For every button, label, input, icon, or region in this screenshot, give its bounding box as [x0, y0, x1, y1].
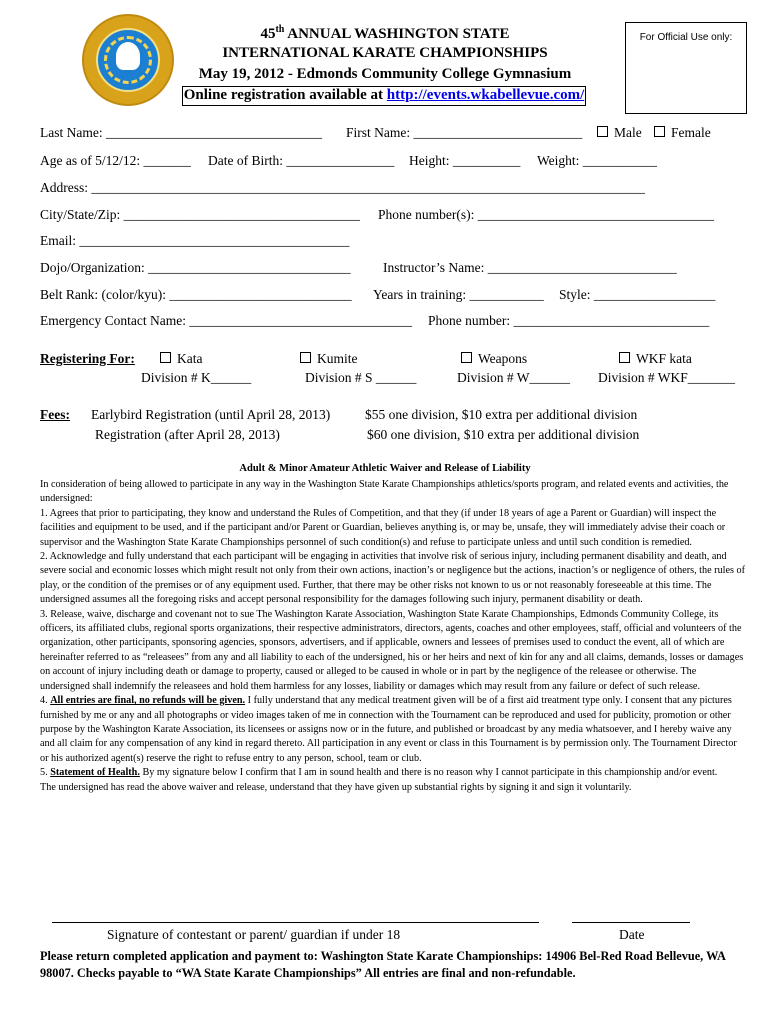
waiver-clause-5 [40, 766, 745, 780]
online-registration-text: Online registration available at [183, 87, 387, 103]
waiver-title: Adult & Minor Amateur Athletic Waiver and Release of Liability [239, 463, 531, 474]
waiver-intro: In consideration of being allowed to participate in any way in the Washington State Karate Championships athletics/sports program, and related events and activities, the undersigned: [40, 479, 729, 505]
phone-numbers-field[interactable]: Phone number(s): ___________________________________ [378, 207, 714, 222]
earlybird-price: $55 one division, $10 extra per additional division [365, 407, 638, 422]
title-number: 45 [260, 26, 276, 42]
female-label: Female [671, 125, 711, 140]
kata-checkbox[interactable] [160, 352, 171, 363]
official-use-box [625, 22, 747, 114]
signature-label: Signature of contestant or parent/ guardian if under 18 [107, 927, 401, 942]
clause-4-number: 4. [40, 695, 51, 707]
online-registration-box [182, 86, 586, 106]
title-line-2: INTERNATIONAL KARATE CHAMPIONSHIPS [222, 45, 548, 61]
regular-price: $60 one division, $10 extra per additional division [367, 427, 640, 442]
registering-for-label: Registering For: [40, 351, 135, 366]
weapons-label: Weapons [478, 351, 528, 366]
title-ordinal: th [275, 24, 285, 35]
date-line[interactable] [572, 922, 690, 923]
kumite-label: Kumite [317, 351, 358, 366]
emergency-phone-field[interactable]: Phone number: _____________________________ [428, 313, 710, 328]
kata-option[interactable] [160, 351, 202, 367]
age-field[interactable]: Age as of 5/12/12: _______ [40, 153, 191, 168]
signature-line[interactable] [52, 922, 539, 923]
height-field[interactable]: Height: __________ [409, 153, 521, 168]
kata-label: Kata [177, 351, 203, 366]
weight-field[interactable]: Weight: ___________ [537, 153, 658, 168]
date-label: Date [619, 927, 645, 942]
weapons-division-field[interactable]: Division # W______ [457, 370, 571, 385]
dojo-field[interactable]: Dojo/Organization: ______________________________ [40, 260, 351, 275]
waiver-clause-1: 1. Agrees that prior to participating, they know and understand the Rules of Competition, and that they (if under 18 years of age a Parent or Guardian) will inspect the facilities and equipment to be used, and if the participant and/or Parent or Guardian, believes anything is, or may be, unsafe, they will immediately advise their coach or supervisor and the Washington State Karate Championships personnel of such condition(s) and refuse to participate unless and until such condition is remedied. [40, 507, 726, 548]
dob-field[interactable]: Date of Birth: ________________ [208, 153, 395, 168]
waiver-closing: The undersigned has read the above waiver and release, understand that they have given up substantial rights by signing it and sign it voluntarily. [40, 781, 632, 793]
registration-link[interactable]: http://events.wkabellevue.com/ [386, 87, 585, 103]
wkf-division-field[interactable]: Division # WKF_______ [598, 370, 736, 385]
address-field[interactable]: Address: __________________________________________________________________________________ [40, 180, 645, 195]
wkf-kata-checkbox[interactable] [619, 352, 630, 363]
emergency-contact-field[interactable]: Emergency Contact Name: _________________________________ [40, 313, 413, 328]
kumite-checkbox[interactable] [300, 352, 311, 363]
earlybird-registration: Earlybird Registration (until April 28, 2013) [91, 407, 331, 422]
kumite-option[interactable] [300, 351, 358, 367]
belt-rank-field[interactable]: Belt Rank: (color/kyu): ___________________________ [40, 287, 352, 302]
wkf-kata-label: WKF kata [636, 351, 692, 366]
male-checkbox[interactable] [597, 126, 608, 137]
city-state-zip-field[interactable]: City/State/Zip: ___________________________________ [40, 207, 360, 222]
style-field[interactable]: Style: __________________ [559, 287, 716, 302]
no-refunds-notice: All entries are final, no refunds will be given. [50, 695, 246, 707]
waiver-clause-4 [40, 694, 745, 766]
male-label: Male [614, 125, 642, 140]
first-name-field[interactable]: First Name: _________________________ [346, 125, 583, 140]
male-option[interactable] [597, 125, 642, 141]
title-text: ANNUAL WASHINGTON STATE [284, 26, 510, 42]
years-training-field[interactable]: Years in training: ___________ [373, 287, 544, 302]
title-line-3: May 19, 2012 - Edmonds Community College Gymnasium [198, 66, 572, 82]
waiver-clause-2: 2. Acknowledge and fully understand that each participant will be engaging in activities that involve risk of serious injury, including permanent disability and death, and severe social and economic losses which might result not only from their own actions, inaction’s or negligence but the actions, inaction’s or negligence of others, the rules of play, or the condition of the premises or of any equipment used. Further, that there may be other risks not known to us or not reasonably foreseeable at this time. The undersigned assumes all the foregoing risks and accept personal responsibility for the damages following such injury, permanent disability or death. [40, 551, 746, 606]
female-option[interactable] [654, 125, 711, 141]
instructor-field[interactable]: Instructor’s Name: ____________________________ [383, 260, 677, 275]
kata-division-field[interactable]: Division # K______ [141, 370, 252, 385]
email-field[interactable]: Email: ________________________________________ [40, 233, 350, 248]
regular-registration: Registration (after April 28, 2013) [95, 427, 280, 442]
clause-4-text: I fully understand that any medical treatment given will be of a first aid treatment type only. I consent that any pictures furnished by me or any and all photographs or video images taken of me in connection with the Tournament can be reproduced and used for publicity, promotion or other purpose by the Washington Karate Association, its licensees or assigns now or in the future, and published or broadcast by any media whatsoever, and I hereby waive any and all claim for any compensation of any kind in regard thereto. All participation in any event or class in this Tournament is by permission only. The Tournament Director or his authorized agent(s) reserve the right to refuse entry to any person, school, team or club. [40, 695, 737, 764]
health-statement-heading: Statement of Health. [50, 767, 140, 779]
last-name-field[interactable]: Last Name: ________________________________ [40, 125, 322, 140]
weapons-option[interactable] [461, 351, 527, 367]
official-use-label: For Official Use only: [639, 32, 733, 43]
kumite-division-field[interactable]: Division # S ______ [305, 370, 417, 385]
waiver-clause-3: 3. Release, waive, discharge and covenant not to sue The Washington Karate Association, Washington State Karate Championships, Edmonds Community College, its officers, its affiliated clubs, regional sports organizations, their respective administrators, directors, agents, coaches and other employees, staff, official and volunteers of the organization, other participants, sponsoring agencies, sponsors, advertisers, and if applicable, owners and lessees of premises used to conduct the event, all of which are hereinafter referred to as “releasees” from any and all liability to each of the undersigned, his or her heirs and next of kin for any and all claims, demands, losses or damages on account of injury including death or damage to property, caused or alleged to be caused in whole or in part by the negligence of the releasee or otherwise. The undersigned shall indemnify the releasees and hold them harmless for any losses, liability or damages which may result from any failure or defect of such release. [40, 608, 744, 692]
clause-5-number: 5. [40, 767, 51, 779]
wkf-kata-option[interactable] [619, 351, 692, 367]
clause-5-text: By my signature below I confirm that I am in sound health and there is no reason why I cannot participate in this championship and/or event. [139, 767, 718, 779]
waiver-text [40, 478, 745, 795]
return-instructions: Please return completed application and payment to: Washington State Karate Championships: 14906 Bel-Red Road Bellevue, WA 98007. Checks payable to “WA State Karate Championships” All entries are final and non-refundable. [40, 949, 726, 980]
weapons-checkbox[interactable] [461, 352, 472, 363]
female-checkbox[interactable] [654, 126, 665, 137]
fees-label: Fees: [40, 407, 70, 422]
